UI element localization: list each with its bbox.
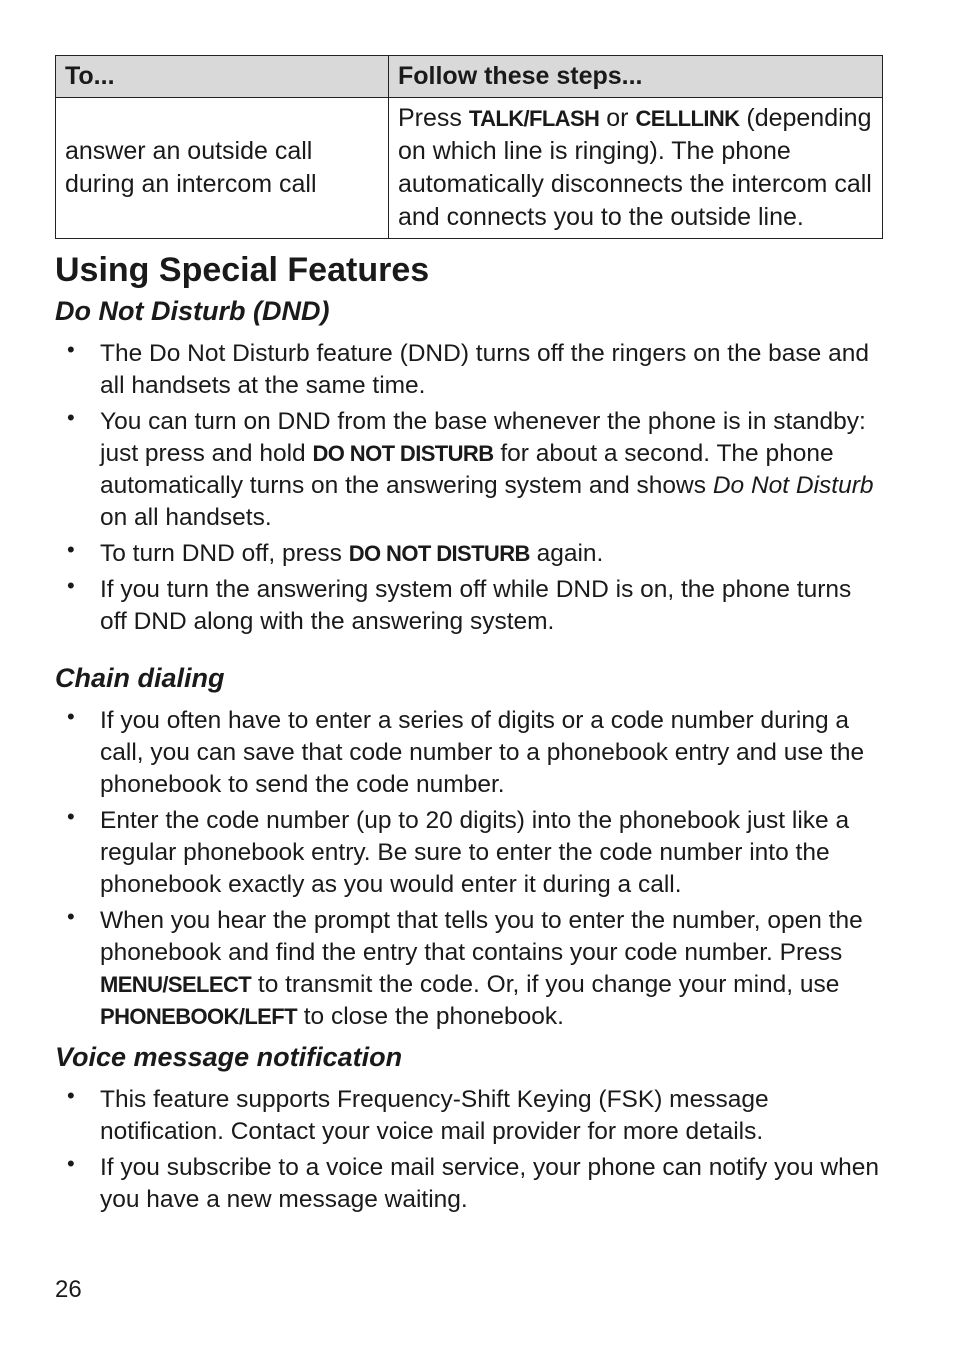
- list-item-text: To turn DND off, press: [100, 540, 349, 567]
- voice-message-heading: Voice message notification: [55, 1042, 403, 1072]
- steps-text: or: [599, 104, 636, 132]
- bullet-icon: •: [67, 704, 75, 729]
- table-header-steps: Follow these steps...: [389, 56, 883, 98]
- do-not-disturb-key: DO NOT DISTURB: [312, 441, 494, 466]
- bullet-icon: •: [67, 537, 75, 562]
- list-item: [55, 1084, 882, 1148]
- manual-page: [55, 55, 882, 1220]
- list-item: [55, 705, 882, 801]
- table-cell-steps: [389, 98, 883, 239]
- steps-text: Press: [398, 104, 469, 132]
- list-item: [55, 1152, 882, 1216]
- table-header-row: [56, 56, 883, 98]
- page-number: 26: [55, 1276, 82, 1303]
- list-item-text: again.: [529, 540, 604, 567]
- talk-flash-key: TALK/FLASH: [468, 106, 600, 131]
- table-header-to: To...: [56, 56, 389, 98]
- list-item-text: to transmit the code. Or, if you change your mind, use: [251, 971, 840, 998]
- dnd-list: [55, 338, 882, 638]
- bullet-icon: •: [67, 573, 75, 598]
- menu-select-key: MENU/SELECT: [100, 972, 252, 997]
- list-item-text: for about a second. The phone automatically turns on the answering system and shows: [100, 440, 834, 499]
- bullet-icon: •: [67, 405, 75, 430]
- list-item-text: If you turn the answering system off while DND is on, the phone turns off DND along with the answering system.: [100, 576, 852, 635]
- list-item: [55, 406, 882, 534]
- list-item-text: The Do Not Disturb feature (DND) turns off the ringers on the base and all handsets at the same time.: [100, 340, 869, 399]
- bullet-icon: •: [67, 337, 75, 362]
- instructions-table: [55, 55, 883, 239]
- phonebook-left-key: PHONEBOOK/LEFT: [100, 1004, 297, 1029]
- list-item: [55, 905, 882, 1033]
- section-title: Using Special Features: [55, 251, 430, 289]
- voice-message-list: [55, 1084, 882, 1216]
- table-row: [56, 98, 883, 239]
- list-item: [55, 574, 882, 638]
- steps-text: (depending on which line is ringing). The phone automatically disconnects the intercom call and connects you to the outside line.: [398, 104, 872, 231]
- list-item-text: If you subscribe to a voice mail service, your phone can notify you when you have a new message waiting.: [100, 1154, 879, 1213]
- bullet-icon: •: [67, 804, 75, 829]
- list-item: [55, 805, 882, 901]
- table-cell-task: answer an outside call during an intercom call: [56, 98, 389, 239]
- celllink-key: CELLLINK: [635, 106, 740, 131]
- list-item-text: If you often have to enter a series of digits or a code number during a call, you can save that code number to a phonebook entry and use the phonebook to send the code number.: [100, 707, 865, 798]
- display-message: Do Not Disturb: [712, 472, 874, 499]
- list-item: [55, 338, 882, 402]
- chain-dialing-heading: Chain dialing: [55, 663, 225, 693]
- dnd-heading: Do Not Disturb (DND): [55, 296, 330, 326]
- bullet-icon: •: [67, 1083, 75, 1108]
- do-not-disturb-key: DO NOT DISTURB: [348, 541, 530, 566]
- list-item: [55, 538, 882, 570]
- list-item-text: on all handsets.: [100, 504, 272, 531]
- bullet-icon: •: [67, 1151, 75, 1176]
- list-item-text: You can turn on DND from the base whenever the phone is in standby: just press and hold: [100, 408, 866, 467]
- list-item-text: When you hear the prompt that tells you to enter the number, open the phonebook and find the entry that contains your code number. Press: [100, 907, 863, 966]
- list-item-text: Enter the code number (up to 20 digits) into the phonebook just like a regular phonebook entry. Be sure to enter the code number into the phonebook exactly as you would enter it during a call.: [100, 807, 850, 898]
- list-item-text: to close the phonebook.: [296, 1003, 564, 1030]
- bullet-icon: •: [67, 904, 75, 929]
- chain-dialing-list: [55, 705, 882, 1033]
- list-item-text: This feature supports Frequency-Shift Keying (FSK) message notification. Contact your voice mail provider for more details.: [100, 1086, 769, 1145]
